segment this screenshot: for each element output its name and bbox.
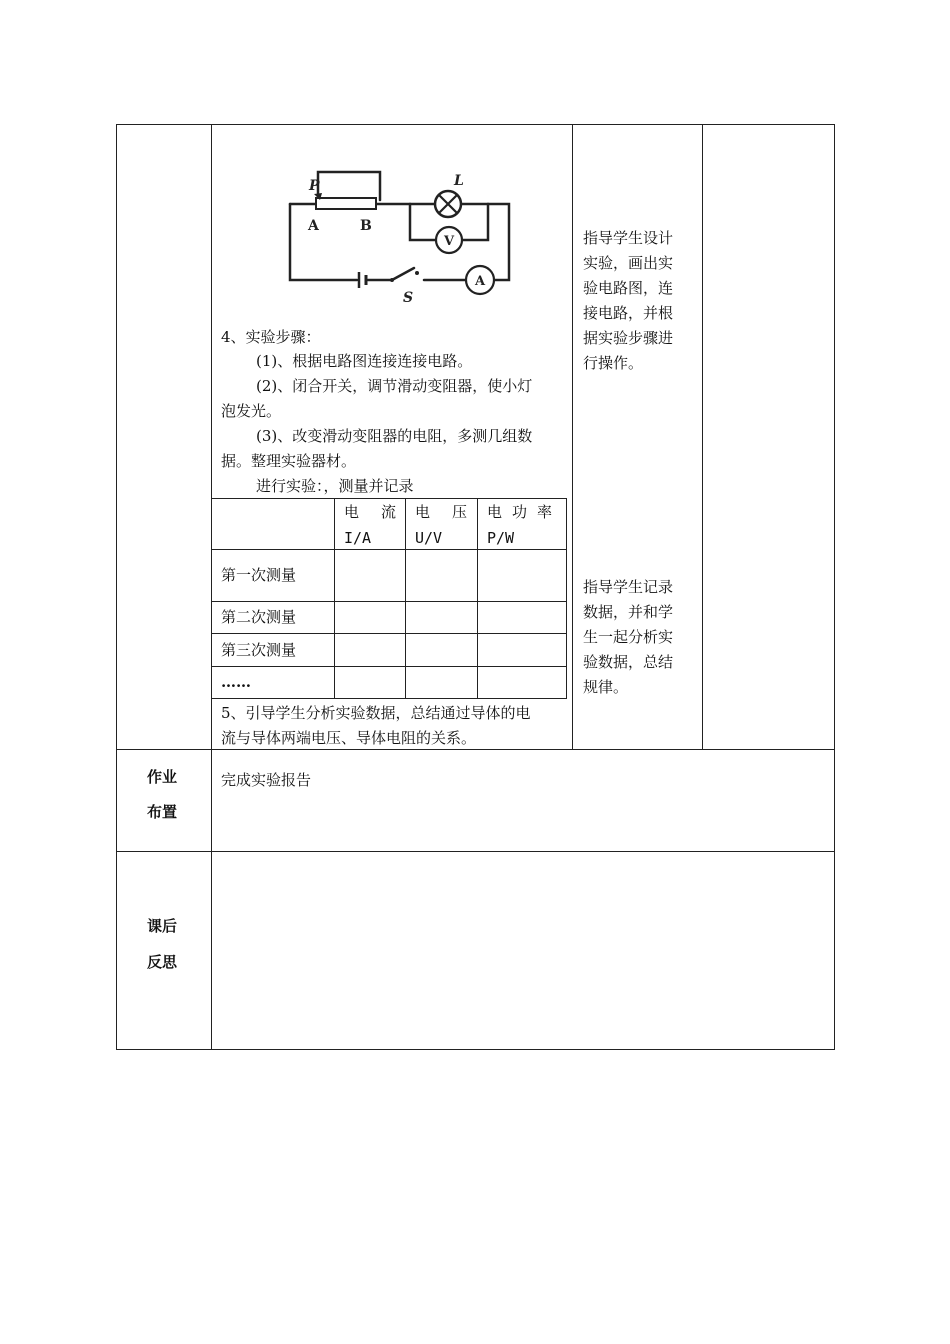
guidance-record-line: 验数据，总结 bbox=[583, 653, 674, 671]
steps-title: 4、实验步骤： bbox=[221, 328, 321, 346]
reflection-label-line-1: 课后 bbox=[147, 917, 178, 935]
label-l: L bbox=[454, 173, 464, 189]
label-s: S bbox=[403, 290, 414, 306]
label-voltmeter: V bbox=[443, 234, 455, 249]
record-instruction: 进行实验：，测量并记录 bbox=[256, 477, 414, 495]
step-3-line-1: (3)、改变滑动变阻器的电阻，多测几组数 bbox=[256, 427, 533, 445]
header-power-name: 电功率 bbox=[487, 503, 563, 521]
header-power-unit: P/W bbox=[487, 529, 515, 547]
guidance-record-line: 指导学生记录 bbox=[583, 578, 674, 596]
wire-voltmeter-branch bbox=[410, 204, 436, 240]
homework-label-line-2: 布置 bbox=[147, 803, 178, 821]
guidance-design-line: 指导学生设计 bbox=[583, 229, 674, 247]
step-5-line-1: 5、引导学生分析实验数据，总结通过导体的电 bbox=[221, 704, 531, 722]
guidance-record-line: 生一起分析实 bbox=[583, 628, 674, 646]
label-b: B bbox=[360, 218, 372, 234]
step-5-line-2: 流与导体两端电压、导体电阻的关系。 bbox=[221, 729, 477, 747]
step-3-line-2: 据。整理实验器材。 bbox=[221, 452, 357, 470]
step-2-line-2: 泡发光。 bbox=[221, 402, 282, 420]
homework-content: 完成实验报告 bbox=[221, 771, 312, 789]
table-col-divider-2 bbox=[572, 124, 573, 750]
guidance-design-line: 实验，画出实 bbox=[583, 254, 674, 272]
rheostat-icon bbox=[316, 198, 376, 209]
step-1: (1)、根据电路图连接连接电路。 bbox=[256, 352, 473, 370]
row-label-2: 第二次测量 bbox=[221, 608, 297, 626]
homework-label-line-1: 作业 bbox=[147, 768, 178, 786]
header-voltage bbox=[415, 500, 490, 524]
table-border-bottom bbox=[116, 1049, 835, 1050]
reflection-label-line-2: 反思 bbox=[147, 953, 178, 971]
table-col-divider-3 bbox=[702, 124, 703, 750]
table-border-top bbox=[116, 124, 835, 125]
header-power bbox=[487, 500, 562, 524]
guidance-record-line: 数据，并和学 bbox=[583, 603, 674, 621]
guidance-design-line: 行操作。 bbox=[583, 354, 644, 372]
label-a: A bbox=[308, 218, 319, 234]
guidance-design-line: 验电路图，连 bbox=[583, 279, 674, 297]
header-current-name: 电流 bbox=[344, 503, 419, 521]
header-current bbox=[344, 500, 419, 524]
label-p: P bbox=[309, 178, 320, 194]
row-label-1: 第一次测量 bbox=[221, 566, 297, 584]
switch-blade bbox=[392, 268, 414, 280]
guidance-record-line: 规律。 bbox=[583, 678, 629, 696]
wire-main-loop bbox=[290, 204, 357, 280]
header-voltage-unit: U/V bbox=[415, 529, 443, 547]
circuit-diagram bbox=[280, 160, 520, 310]
guidance-design-line: 接电路，并根 bbox=[583, 304, 674, 322]
wire-voltmeter-return bbox=[462, 204, 488, 240]
table-border-left bbox=[116, 124, 117, 1050]
row-label-3: 第三次测量 bbox=[221, 641, 297, 659]
wire-slider bbox=[318, 172, 380, 200]
step-2-line-1: (2)、闭合开关，调节滑动变阻器，使小灯 bbox=[256, 377, 533, 395]
label-ammeter: A bbox=[474, 274, 486, 289]
table-border-row2 bbox=[116, 851, 835, 852]
table-col-divider-1 bbox=[211, 124, 212, 1050]
wire-right bbox=[488, 204, 509, 280]
header-current-unit: I/A bbox=[344, 529, 372, 547]
guidance-design-line: 据实验步骤进 bbox=[583, 329, 674, 347]
header-voltage-name: 电压 bbox=[415, 503, 490, 521]
table-border-right bbox=[834, 124, 835, 1050]
row-label-4: …… bbox=[221, 673, 251, 691]
